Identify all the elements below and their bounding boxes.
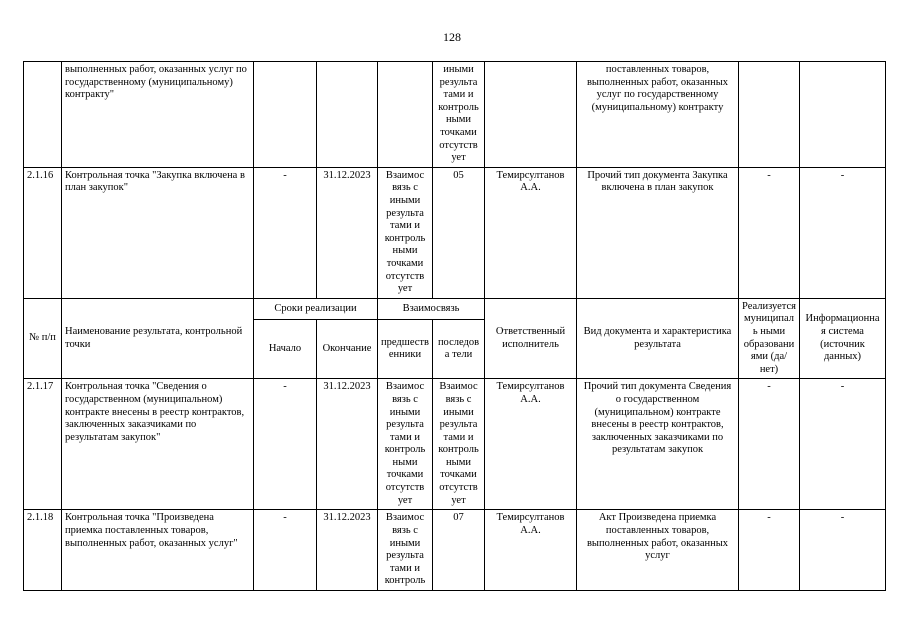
header-num: № п/п (24, 298, 62, 379)
header-relation: Взаимосвязь (378, 298, 485, 319)
table-row-2-1-18 (24, 510, 886, 591)
cell-end: 31.12.2023 (317, 167, 378, 298)
cell-doc-type: Акт Произведена приемка поставленных товаров, выполненных работ, оказанных услуг (577, 510, 739, 591)
header-start: Начало (254, 320, 317, 379)
cell-start (254, 62, 317, 168)
header-responsible: Ответственный исполнитель (485, 298, 577, 379)
cell-end: 31.12.2023 (317, 379, 378, 510)
cell-info-system: - (800, 510, 886, 591)
header-successors: последова тели (433, 320, 485, 379)
header-municipal: Реализуется муниципаль ными образовани ями (да/нет) (739, 298, 800, 379)
cell-start: - (254, 510, 317, 591)
table-row-2-1-17 (24, 379, 886, 510)
cell-predecessors (378, 62, 433, 168)
cell-start: - (254, 379, 317, 510)
cell-start: - (254, 167, 317, 298)
cell-doc-type: Прочий тип документа Сведения о государственном (муниципальном) контракте внесены в реестр контрактов, заключенных заказчиками по результатам закупок (577, 379, 739, 510)
cell-successors: иными результа тами и контроль ными точками отсутств ует (433, 62, 485, 168)
cell-name: Контрольная точка "Произведена приемка поставленных товаров, выполненных работ, оказанных услуг" (62, 510, 254, 591)
cell-responsible: Темирсултанов А.А. (485, 167, 577, 298)
cell-doc-type: Прочий тип документа Закупка включена в план закупок (577, 167, 739, 298)
cell-doc-type: поставленных товаров, выполненных работ, оказанных услуг по государственному (муниципальному) контракту (577, 62, 739, 168)
header-end: Окончание (317, 320, 378, 379)
cell-responsible: Темирсултанов А.А. (485, 379, 577, 510)
cell-successors: 05 (433, 167, 485, 298)
cell-end: 31.12.2023 (317, 510, 378, 591)
cell-predecessors: Взаимос вязь с иными результа тами и контроль ными точками отсутств ует (378, 167, 433, 298)
cell-name: Контрольная точка "Закупка включена в план закупок" (62, 167, 254, 298)
cell-num: 2.1.17 (24, 379, 62, 510)
cell-successors: Взаимос вязь с иными результа тами и контроль ными точками отсутств ует (433, 379, 485, 510)
cell-successors: 07 (433, 510, 485, 591)
cell-municipal (739, 62, 800, 168)
cell-end (317, 62, 378, 168)
cell-num (24, 62, 62, 168)
cell-predecessors: Взаимос вязь с иными результа тами и контроль ными точками отсутств ует (378, 379, 433, 510)
page-number: 128 (443, 30, 461, 44)
header-doc-type: Вид документа и характеристика результата (577, 298, 739, 379)
cell-responsible (485, 62, 577, 168)
cell-responsible: Темирсултанов А.А. (485, 510, 577, 591)
cell-num: 2.1.16 (24, 167, 62, 298)
cell-num: 2.1.18 (24, 510, 62, 591)
cell-predecessors: Взаимос вязь с иными результа тами и контроль (378, 510, 433, 591)
header-terms: Сроки реализации (254, 298, 378, 319)
cell-info-system: - (800, 167, 886, 298)
table-row-2-1-16 (24, 167, 886, 298)
cell-municipal: - (739, 167, 800, 298)
table-header-row-1 (24, 298, 886, 319)
cell-info-system: - (800, 379, 886, 510)
header-predecessors: предшеств енники (378, 320, 433, 379)
cell-municipal: - (739, 510, 800, 591)
table-row-continuation (24, 62, 886, 168)
cell-info-system (800, 62, 886, 168)
control-points-table (23, 61, 886, 591)
cell-name: Контрольная точка "Сведения о государственном (муниципальном) контракте внесены в реестр контрактов, заключенных заказчиками по результатам закупок" (62, 379, 254, 510)
header-name: Наименование результата, контрольной точки (62, 298, 254, 379)
header-info-system: Информационна я система (источник данных) (800, 298, 886, 379)
cell-municipal: - (739, 379, 800, 510)
cell-name: выполненных работ, оказанных услуг по государственному (муниципальному) контракту" (62, 62, 254, 168)
